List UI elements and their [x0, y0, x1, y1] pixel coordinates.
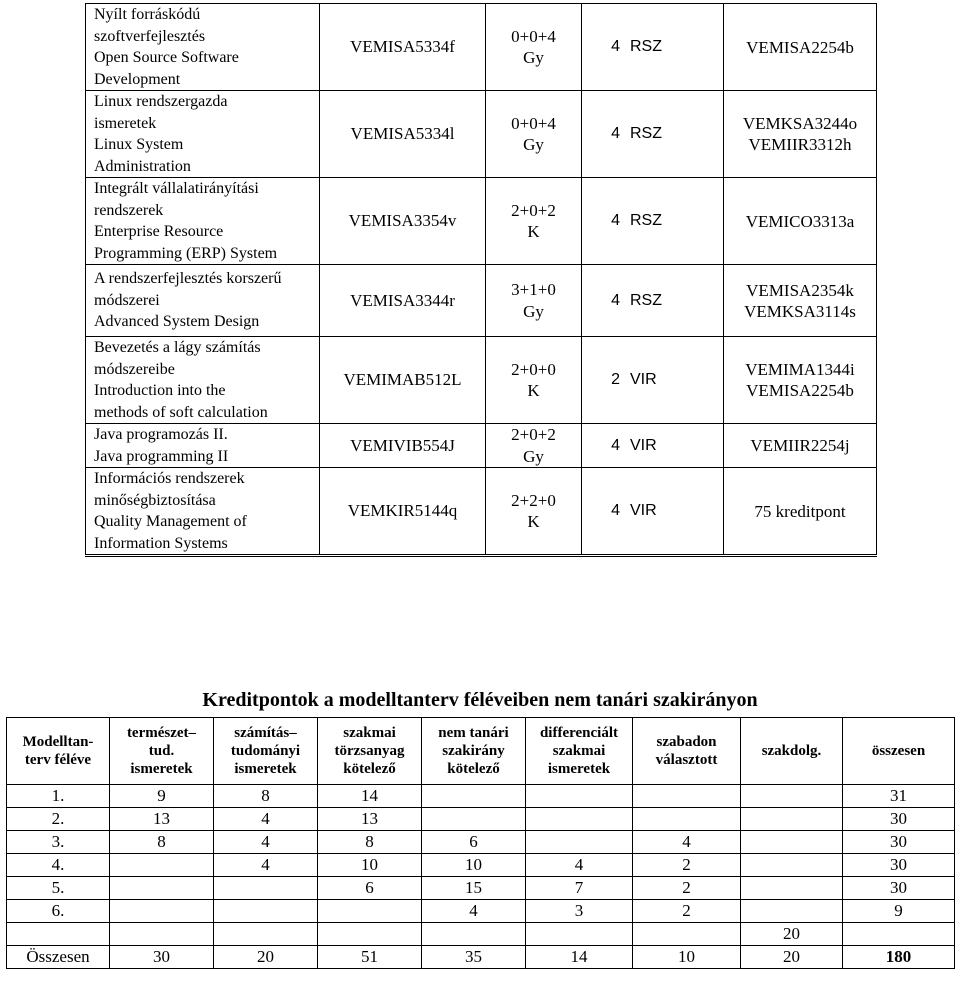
- course-prereq-line: VEMICO3313a: [745, 211, 855, 231]
- course-name-line: Advanced System Design: [94, 313, 260, 331]
- course-hours-line: 2+0+2: [511, 425, 556, 444]
- summary-semester-cell: 2.: [7, 808, 110, 831]
- course-credit-value: 2: [611, 371, 620, 389]
- summary-header-line: ismeretek: [547, 761, 611, 777]
- course-name-line: Integrált vállalatirányítási: [94, 180, 259, 197]
- course-row: [86, 4, 877, 91]
- summary-header-line: törzsanyag: [334, 743, 405, 759]
- course-name-cell: [86, 424, 320, 468]
- summary-value-cell: 14: [318, 785, 422, 808]
- summary-value-cell: 30: [843, 877, 955, 900]
- summary-value-cell: 4: [526, 854, 633, 877]
- course-name-line: Bevezetés a lágy számítás: [94, 339, 261, 356]
- course-hours-cell: [486, 265, 582, 337]
- course-credit-value: 4: [611, 291, 620, 309]
- course-row: [86, 178, 877, 265]
- course-row: [86, 91, 877, 178]
- course-credit-cell: [582, 424, 724, 468]
- summary-value-cell: 20: [741, 946, 843, 969]
- summary-header-cell: [422, 718, 526, 785]
- course-name-line: methods of soft calculation: [94, 403, 268, 421]
- course-name-cell: [86, 468, 320, 556]
- summary-value-cell: [422, 785, 526, 808]
- course-name-line: Nyílt forráskódú: [94, 6, 201, 23]
- summary-value-cell: [526, 808, 633, 831]
- course-code-cell: VEMIMAB512L: [320, 337, 486, 424]
- summary-value-cell: 4: [633, 831, 741, 854]
- summary-header-line: választott: [655, 752, 718, 768]
- summary-row: [7, 877, 955, 900]
- course-row: [86, 468, 877, 556]
- course-name-cell: [86, 91, 320, 178]
- summary-semester-cell: 1.: [7, 785, 110, 808]
- summary-value-cell: 6: [318, 877, 422, 900]
- course-prereq-line: VEMISA2254b: [746, 37, 854, 57]
- course-prereq-cell: [724, 91, 877, 178]
- course-prereq-cell: [724, 265, 877, 337]
- summary-value-cell: 30: [843, 854, 955, 877]
- summary-header-cell: [7, 718, 110, 785]
- summary-value-cell: 9: [110, 785, 214, 808]
- course-type-value: RSZ: [630, 38, 662, 56]
- summary-header-line: ismeretek: [130, 761, 193, 777]
- summary-value-cell: [110, 900, 214, 923]
- course-hours-line: K: [527, 222, 540, 241]
- course-name-line: ismeretek: [94, 114, 157, 132]
- summary-title: [0, 689, 960, 712]
- course-credit-cell: [582, 178, 724, 265]
- summary-row: [7, 923, 955, 946]
- summary-header-line: szakmai: [552, 743, 606, 759]
- summary-semester-cell: 3.: [7, 831, 110, 854]
- course-hours-line: 2+2+0: [511, 490, 556, 510]
- summary-value-cell: 7: [526, 877, 633, 900]
- summary-semester-cell: 6.: [7, 900, 110, 923]
- summary-value-cell: [633, 923, 741, 946]
- summary-header-line: kötelező: [447, 761, 500, 777]
- summary-value-cell: [526, 785, 633, 808]
- summary-value-cell: 31: [843, 785, 955, 808]
- course-name-line: Linux rendszergazda: [94, 93, 228, 110]
- summary-value-cell: 14: [526, 946, 633, 969]
- summary-value-cell: 180: [843, 946, 955, 969]
- course-credit-cell: [582, 91, 724, 178]
- summary-header-line: tudományi: [230, 743, 301, 759]
- summary-header-line: természet–: [126, 725, 197, 741]
- summary-value-cell: 4: [422, 900, 526, 923]
- summary-value-cell: [214, 877, 318, 900]
- summary-header-line: összesen: [871, 743, 926, 759]
- summary-value-cell: [214, 923, 318, 946]
- summary-value-cell: [318, 900, 422, 923]
- course-type-value: VIR: [630, 436, 657, 454]
- course-code-cell: VEMKIR5144q: [320, 468, 486, 556]
- course-prereq-cell: [724, 337, 877, 424]
- course-prereq-line: VEMIIR3312h: [748, 135, 852, 154]
- summary-value-cell: [214, 900, 318, 923]
- course-hours-cell: [486, 424, 582, 468]
- course-name-cell: [86, 265, 320, 337]
- summary-value-cell: 3: [526, 900, 633, 923]
- course-hours-line: Gy: [523, 135, 544, 154]
- course-table: [85, 3, 877, 557]
- summary-value-cell: [422, 808, 526, 831]
- summary-row: [7, 785, 955, 808]
- course-name-cell: [86, 178, 320, 265]
- course-name-line: A rendszerfejlesztés korszerű: [94, 270, 282, 288]
- course-prereq-line: VEMISA2354k: [746, 280, 854, 300]
- summary-semester-cell: 4.: [7, 854, 110, 877]
- summary-semester-cell: 5.: [7, 877, 110, 900]
- course-type-value: RSZ: [630, 212, 662, 230]
- course-prereq-line: VEMIIR2254j: [750, 436, 850, 455]
- summary-value-cell: 8: [318, 831, 422, 854]
- summary-semester-cell: [7, 923, 110, 946]
- summary-row: [7, 900, 955, 923]
- course-code-cell: VEMISA5334f: [320, 4, 486, 91]
- summary-value-cell: 10: [318, 854, 422, 877]
- summary-value-cell: 15: [422, 877, 526, 900]
- summary-value-cell: 4: [214, 808, 318, 831]
- summary-value-cell: 20: [741, 923, 843, 946]
- course-hours-line: 2+0+2: [511, 200, 556, 220]
- summary-header-line: szakmai: [343, 725, 396, 741]
- summary-value-cell: 35: [422, 946, 526, 969]
- summary-table: [6, 717, 955, 969]
- course-credit-cell: [582, 4, 724, 91]
- course-prereq-line: VEMIMA1344i: [745, 360, 855, 379]
- course-type-value: VIR: [630, 371, 657, 389]
- summary-value-cell: 4: [214, 831, 318, 854]
- course-name-line: Java programming II: [94, 447, 229, 465]
- summary-header-line: nem tanári: [438, 725, 509, 741]
- course-code-cell: VEMISA3354v: [320, 178, 486, 265]
- course-name-line: minőségbiztosítása: [94, 491, 216, 509]
- course-hours-line: Gy: [523, 446, 544, 466]
- summary-value-cell: 2: [633, 877, 741, 900]
- summary-header-line: terv féléve: [24, 752, 92, 768]
- course-prereq-line: VEMKSA3114s: [744, 301, 856, 321]
- summary-value-cell: 30: [843, 831, 955, 854]
- course-credit-value: 4: [611, 212, 620, 230]
- course-name-line: módszereibe: [94, 360, 175, 378]
- course-hours-cell: [486, 337, 582, 424]
- course-name-line: Linux System: [94, 136, 184, 153]
- course-hours-line: 0+0+4: [511, 26, 556, 46]
- summary-value-cell: 13: [110, 808, 214, 831]
- summary-value-cell: 30: [843, 808, 955, 831]
- summary-header-cell: [214, 718, 318, 785]
- summary-row: [7, 946, 955, 969]
- summary-value-cell: [741, 785, 843, 808]
- course-name-line: Java programozás II.: [94, 426, 228, 443]
- summary-value-cell: [526, 923, 633, 946]
- course-credit-value: 4: [611, 125, 620, 143]
- summary-value-cell: [422, 923, 526, 946]
- course-table-body: [86, 4, 877, 556]
- summary-header-line: ismeretek: [234, 761, 297, 777]
- summary-value-cell: 20: [214, 946, 318, 969]
- course-type-value: VIR: [630, 502, 657, 520]
- summary-semester-cell: Összesen: [7, 946, 110, 969]
- course-prereq-cell: [724, 4, 877, 91]
- course-name-line: Development: [94, 70, 181, 88]
- summary-value-cell: [110, 854, 214, 877]
- course-row: [86, 337, 877, 424]
- course-credit-value: 4: [611, 38, 620, 56]
- summary-table-body: [7, 785, 955, 969]
- summary-header-line: differenciált: [539, 725, 619, 741]
- course-name-line: Enterprise Resource: [94, 223, 224, 240]
- summary-header-cell: [526, 718, 633, 785]
- course-type-value: RSZ: [630, 291, 662, 309]
- summary-value-cell: [741, 831, 843, 854]
- course-hours-line: K: [527, 512, 540, 531]
- summary-header-line: tud.: [148, 743, 175, 759]
- course-hours-cell: [486, 91, 582, 178]
- course-code-cell: VEMIVIB554J: [320, 424, 486, 468]
- course-name-line: szoftverfejlesztés: [94, 27, 206, 45]
- summary-value-cell: [741, 877, 843, 900]
- course-name-cell: [86, 4, 320, 91]
- summary-value-cell: 4: [214, 854, 318, 877]
- summary-header-cell: [318, 718, 422, 785]
- summary-value-cell: [318, 923, 422, 946]
- course-code-cell: VEMISA3344r: [320, 265, 486, 337]
- summary-value-cell: [110, 877, 214, 900]
- summary-value-cell: [741, 808, 843, 831]
- course-row: [86, 265, 877, 337]
- course-type-value: RSZ: [630, 125, 662, 143]
- summary-value-cell: 10: [422, 854, 526, 877]
- course-name-line: Quality Management of: [94, 513, 247, 530]
- summary-header-cell: [741, 718, 843, 785]
- summary-value-cell: [110, 923, 214, 946]
- course-hours-line: K: [527, 381, 540, 400]
- summary-value-cell: 8: [110, 831, 214, 854]
- course-prereq-cell: [724, 178, 877, 265]
- summary-row: [7, 808, 955, 831]
- summary-header-cell: [843, 718, 955, 785]
- summary-value-cell: 6: [422, 831, 526, 854]
- summary-header-row: [7, 718, 955, 785]
- summary-row: [7, 854, 955, 877]
- summary-value-cell: [741, 900, 843, 923]
- course-code-cell: VEMISA5334l: [320, 91, 486, 178]
- course-name-line: Introduction into the: [94, 382, 226, 399]
- course-hours-line: 2+0+0: [511, 359, 556, 379]
- summary-value-cell: 9: [843, 900, 955, 923]
- course-row: [86, 424, 877, 468]
- summary-title-text: Kreditpontok a modelltanterv féléveiben nem tanári szakirányon: [202, 689, 758, 711]
- summary-value-cell: 2: [633, 854, 741, 877]
- course-name-line: módszerei: [94, 291, 160, 309]
- course-credit-value: 4: [611, 502, 620, 520]
- summary-header-line: szabadon: [656, 734, 717, 750]
- summary-header-line: kötelező: [343, 761, 396, 777]
- course-hours-line: 3+1+0: [511, 280, 556, 299]
- course-name-line: Open Source Software: [94, 49, 239, 66]
- course-credit-cell: [582, 337, 724, 424]
- summary-header-line: szakdolg.: [761, 743, 822, 759]
- course-prereq-line: 75 kreditpont: [754, 501, 846, 521]
- course-hours-cell: [486, 468, 582, 556]
- course-hours-line: Gy: [523, 48, 544, 67]
- course-credit-cell: [582, 468, 724, 556]
- summary-value-cell: 2: [633, 900, 741, 923]
- summary-row: [7, 831, 955, 854]
- course-credit-cell: [582, 265, 724, 337]
- summary-value-cell: 13: [318, 808, 422, 831]
- summary-value-cell: [633, 785, 741, 808]
- summary-value-cell: 51: [318, 946, 422, 969]
- summary-header-line: szakirány: [442, 743, 505, 759]
- course-name-line: Programming (ERP) System: [94, 244, 278, 262]
- summary-value-cell: [741, 854, 843, 877]
- summary-header-cell: [633, 718, 741, 785]
- course-name-line: Information Systems: [94, 534, 228, 552]
- course-prereq-cell: [724, 468, 877, 556]
- summary-value-cell: [843, 923, 955, 946]
- course-name-line: rendszerek: [94, 201, 164, 219]
- summary-header-cell: [110, 718, 214, 785]
- course-hours-line: 0+0+4: [511, 113, 556, 133]
- course-name-cell: [86, 337, 320, 424]
- summary-value-cell: 8: [214, 785, 318, 808]
- course-prereq-line: VEMISA2254b: [746, 381, 854, 400]
- summary-header-line: Modelltan-: [22, 734, 94, 750]
- summary-value-cell: 30: [110, 946, 214, 969]
- course-name-line: Információs rendszerek: [94, 470, 245, 487]
- summary-header-line: számítás–: [234, 725, 297, 741]
- course-hours-line: Gy: [523, 301, 544, 321]
- summary-value-cell: [633, 808, 741, 831]
- course-hours-cell: [486, 178, 582, 265]
- course-prereq-cell: [724, 424, 877, 468]
- course-hours-cell: [486, 4, 582, 91]
- summary-value-cell: [526, 831, 633, 854]
- course-name-line: Administration: [94, 157, 191, 175]
- course-credit-value: 4: [611, 436, 620, 454]
- summary-value-cell: 10: [633, 946, 741, 969]
- course-prereq-line: VEMKSA3244o: [742, 114, 858, 133]
